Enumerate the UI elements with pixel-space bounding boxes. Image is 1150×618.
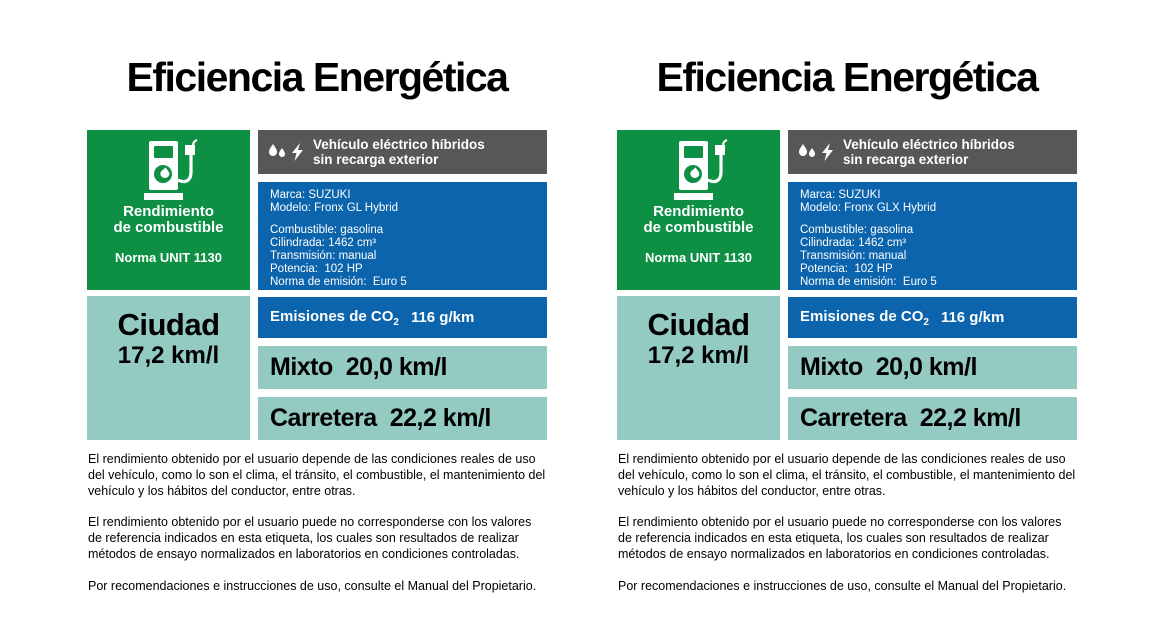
spec-cilindrada: Cilindrada: 1462 cm³	[270, 237, 377, 249]
spec-marca: Marca: SUZUKI	[270, 189, 351, 201]
mixed-value: 20,0 km/l	[875, 353, 977, 381]
vehicle-specs-panel	[258, 182, 547, 290]
city-rating-panel	[617, 296, 780, 440]
spec-norma-emision: Norma de emisión: Euro 5	[800, 276, 937, 288]
vehicle-type-banner	[258, 130, 547, 174]
disclaimer-text	[618, 452, 1076, 611]
fuel-performance-line2: de combustible	[113, 219, 224, 236]
energy-label-glx	[617, 0, 1077, 618]
highway-value: 22,2 km/l	[389, 404, 491, 432]
spec-marca: Marca: SUZUKI	[800, 189, 881, 201]
disclaimer-paragraph-1: El rendimiento obtenido por el usuario depende de las condiciones reales de uso del vehículo, como lo son el clima, el tránsito, el combustible, el mantenimiento del vehículo y los hábitos del conductor, entre otras.	[618, 452, 1076, 498]
mixed-label: Mixto	[800, 353, 863, 381]
spec-transmision: Transmisión: manual	[270, 250, 377, 262]
energy-label-gl	[87, 0, 547, 618]
disclaimer-paragraph-1: El rendimiento obtenido por el usuario depende de las condiciones reales de uso del vehículo, como lo son el clima, el tránsito, el combustible, el mantenimiento del vehículo y los hábitos del conductor, entre otras.	[88, 452, 546, 498]
vehicle-type-line2: sin recarga exterior	[313, 152, 439, 167]
vehicle-type-banner	[788, 130, 1077, 174]
highway-label: Carretera	[800, 404, 907, 432]
mixed-label: Mixto	[270, 353, 333, 381]
spec-combustible: Combustible: gasolina	[800, 224, 914, 236]
fuel-performance-panel	[617, 130, 780, 290]
disclaimer-paragraph-2: El rendimiento obtenido por el usuario puede no corresponderse con los valores de referencia indicados en esta etiqueta, los cuales son resultados de realizar métodos de ensayo normalizados en laboratorios en condiciones controladas.	[618, 515, 1062, 561]
disclaimer-paragraph-3: Por recomendaciones e instrucciones de uso, consulte el Manual del Propietario.	[88, 578, 537, 593]
fuel-performance-line1: Rendimiento	[123, 203, 214, 220]
disclaimer-text	[88, 452, 546, 611]
highway-label: Carretera	[270, 404, 377, 432]
mixed-value: 20,0 km/l	[345, 353, 447, 381]
spec-transmision: Transmisión: manual	[800, 250, 907, 262]
spec-combustible: Combustible: gasolina	[270, 224, 384, 236]
fuel-performance-line2: de combustible	[643, 219, 754, 236]
vehicle-type-line1: Vehículo eléctrico híbridos	[843, 137, 1015, 152]
page-title: Eficiencia Energética	[126, 54, 508, 100]
lightning-bolt-icon	[821, 143, 834, 161]
co2-subscript: 2	[393, 316, 399, 328]
vehicle-type-line1: Vehículo eléctrico híbridos	[313, 137, 485, 152]
fuel-pump-icon	[87, 138, 250, 204]
fuel-drops-icon	[267, 143, 288, 161]
spec-cilindrada: Cilindrada: 1462 cm³	[800, 237, 907, 249]
co2-emissions-bar	[258, 297, 547, 338]
spec-norma-emision: Norma de emisión: Euro 5	[270, 276, 407, 288]
vehicle-specs-panel	[788, 182, 1077, 290]
highway-rating-bar	[788, 397, 1077, 440]
co2-label: Emisiones de CO	[270, 307, 394, 325]
fuel-performance-panel	[87, 130, 250, 290]
co2-label: Emisiones de CO	[800, 307, 924, 325]
co2-subscript: 2	[923, 316, 929, 328]
highway-value: 22,2 km/l	[919, 404, 1021, 432]
fuel-drops-icon	[797, 143, 818, 161]
city-value: 17,2 km/l	[117, 342, 220, 369]
spec-potencia: Potencia: 102 HP	[800, 263, 893, 275]
city-label: Ciudad	[647, 307, 750, 342]
vehicle-type-line2: sin recarga exterior	[843, 152, 969, 167]
disclaimer-paragraph-2: El rendimiento obtenido por el usuario puede no corresponderse con los valores de referencia indicados en esta etiqueta, los cuales son resultados de realizar métodos de ensayo normalizados en laboratorios en condiciones controladas.	[88, 515, 532, 561]
page-title: Eficiencia Energética	[656, 54, 1038, 100]
mixed-rating-bar	[258, 346, 547, 389]
co2-value: 116 g/km	[410, 309, 475, 326]
norm-text: Norma UNIT 1130	[115, 250, 222, 265]
fuel-pump-icon	[617, 138, 780, 204]
spec-modelo: Modelo: Fronx GLX Hybrid	[800, 202, 937, 214]
norm-text: Norma UNIT 1130	[645, 250, 752, 265]
city-label: Ciudad	[117, 307, 220, 342]
city-rating-panel	[87, 296, 250, 440]
fuel-performance-line1: Rendimiento	[653, 203, 744, 220]
co2-value: 116 g/km	[940, 309, 1005, 326]
spec-potencia: Potencia: 102 HP	[270, 263, 363, 275]
highway-rating-bar	[258, 397, 547, 440]
lightning-bolt-icon	[291, 143, 304, 161]
mixed-rating-bar	[788, 346, 1077, 389]
co2-emissions-bar	[788, 297, 1077, 338]
disclaimer-paragraph-3: Por recomendaciones e instrucciones de uso, consulte el Manual del Propietario.	[618, 578, 1067, 593]
city-value: 17,2 km/l	[647, 342, 750, 369]
spec-modelo: Modelo: Fronx GL Hybrid	[270, 202, 399, 214]
